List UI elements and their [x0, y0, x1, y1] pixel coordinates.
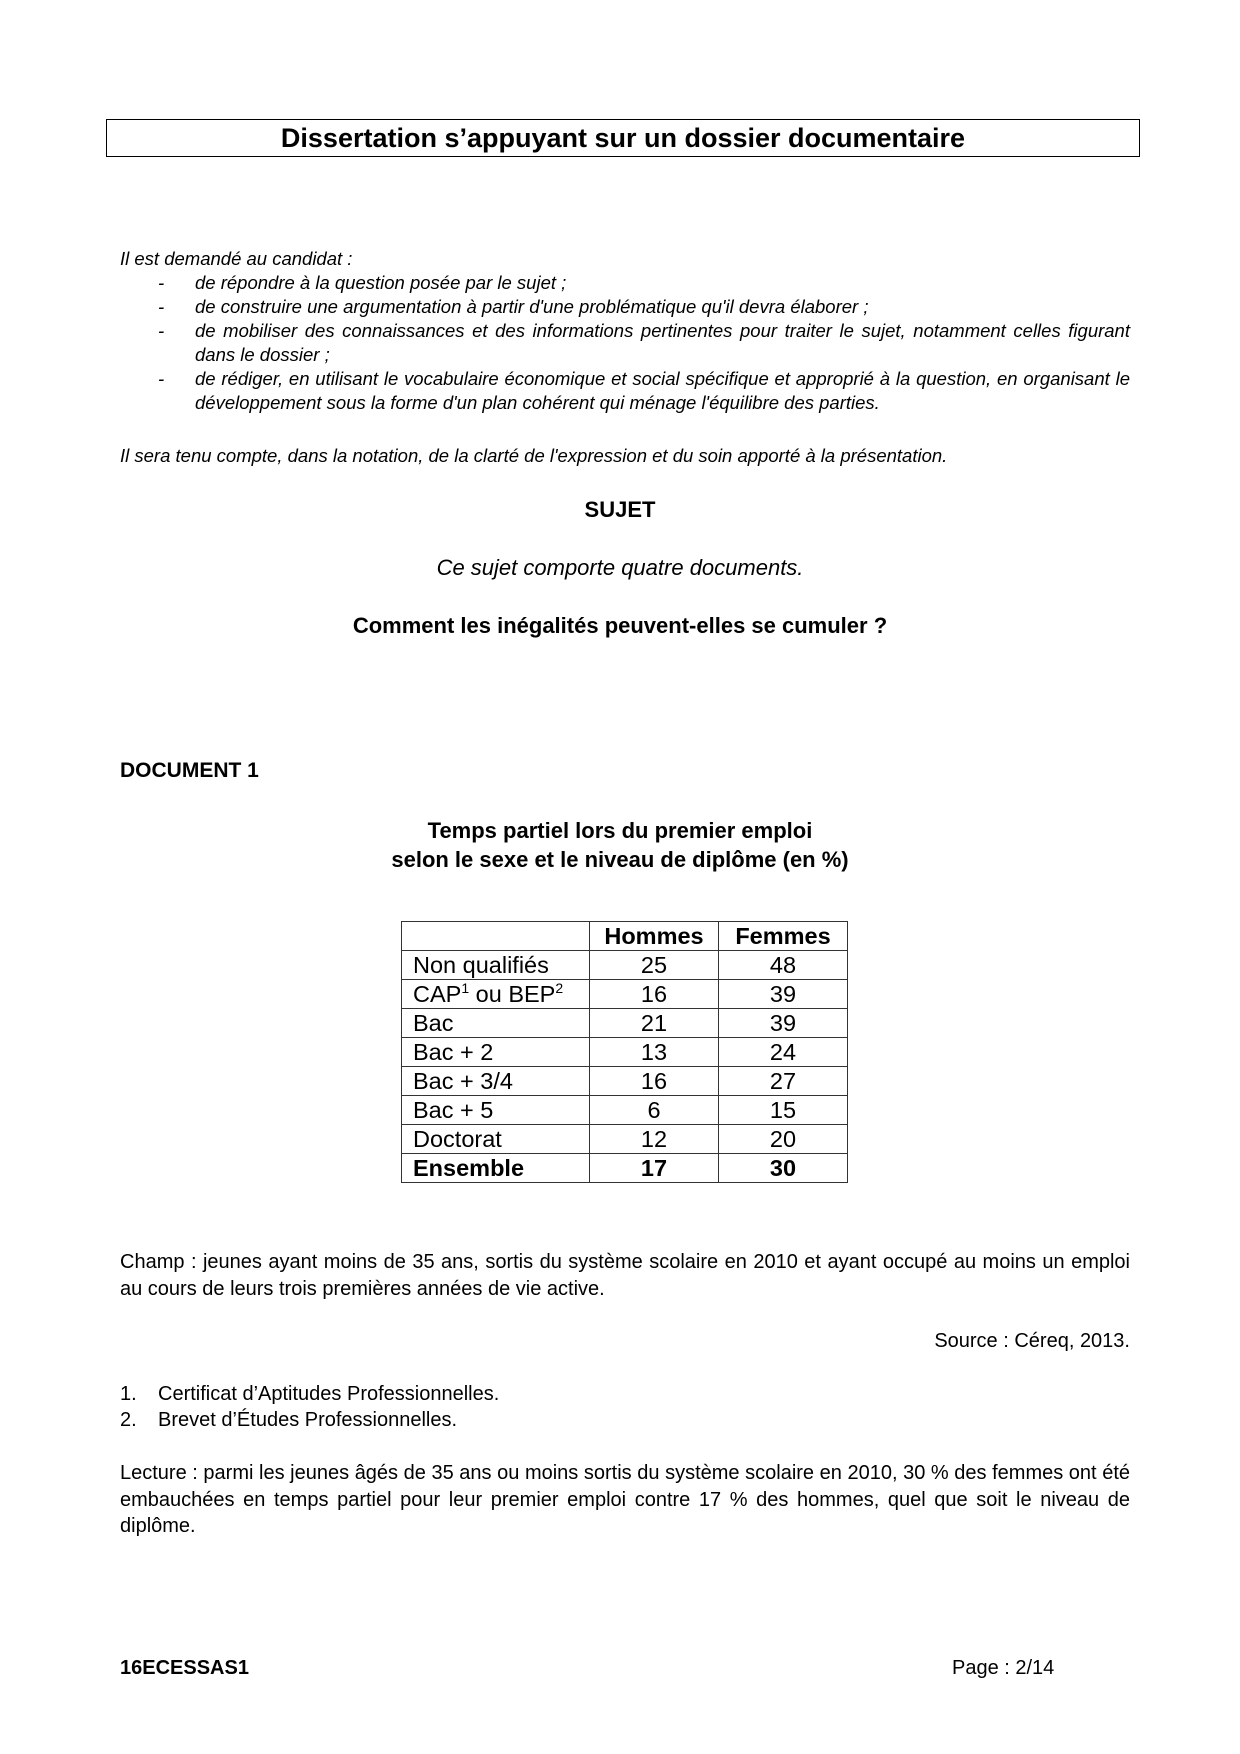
data-table [401, 921, 848, 1183]
subject-label: SUJET [584, 497, 656, 522]
instructions [120, 247, 1130, 415]
instructions-list [120, 271, 1130, 415]
table-row: Bac 21 39 [402, 1009, 848, 1038]
table-row: Bac + 2 13 24 [402, 1038, 848, 1067]
footer-page: Page : 2/14 [952, 1657, 1055, 1679]
table-title: Temps partiel lors du premier emploi selon le sexe et le niveau de diplôme (en %) [391, 818, 849, 872]
table-row: Non qualifiés 25 48 [402, 951, 848, 980]
instructions-intro: Il est demandé au candidat : [120, 248, 353, 269]
footnote-2: 2. Brevet d’Études Professionnelles. [120, 1409, 458, 1431]
table-row: Doctorat 12 20 [402, 1125, 848, 1154]
subject-count: Ce sujet comporte quatre documents. [436, 555, 804, 580]
table-row: CAP$^1$ ou BEP$^2$ 16 39 [402, 980, 848, 1009]
field-note: Champ : jeunes ayant moins de 35 ans, sortis du système scolaire en 2010 et ayant occupé au moins un emploi au cours de leurs trois premières années de vie active. [120, 1251, 1130, 1300]
table-header-row: Hommes Femmes [402, 922, 848, 951]
subject-question: Comment les inégalités peuvent-elles se cumuler ? [352, 613, 888, 638]
reading-note: Lecture : parmi les jeunes âgés de 35 ans ou moins sortis du système scolaire en 2010, 30 % des femmes ont été embauchées en temps partiel pour leur premier emploi contre 17 % des hommes, quel que soit le niveau de diplôme. [120, 1462, 1130, 1537]
list-item: - de rédiger, en utilisant le vocabulaire économique et social spécifique et approprié à la question, en organisant le développement sous la forme d'un plan cohérent qui ménage l'équilibre des parties. [158, 368, 1130, 413]
page-title: Dissertation s’appuyant sur un dossier documentaire [106, 119, 1140, 157]
table-total-row: Ensemble 17 30 [402, 1154, 848, 1183]
list-item: - de construire une argumentation à partir d'une problématique qu'il devra élaborer ; [158, 296, 869, 317]
table-row: Bac + 5 6 15 [402, 1096, 848, 1125]
source: Source : Céreq, 2013. [934, 1330, 1130, 1352]
list-item: - de mobiliser des connaissances et des informations pertinentes pour traiter le sujet, notamment celles figurant dans le dossier ; [158, 320, 1130, 365]
list-item: - de répondre à la question posée par le sujet ; [158, 272, 567, 293]
document-label: DOCUMENT 1 [120, 759, 259, 782]
table-row: Bac + 3/4 16 27 [402, 1067, 848, 1096]
footer-code: 16ECESSAS1 [120, 1657, 249, 1679]
footnote-1: 1. Certificat d’Aptitudes Professionnelles. [120, 1383, 500, 1405]
instructions-note: Il sera tenu compte, dans la notation, de la clarté de l'expression et du soin apporté à la présentation. [120, 445, 948, 466]
